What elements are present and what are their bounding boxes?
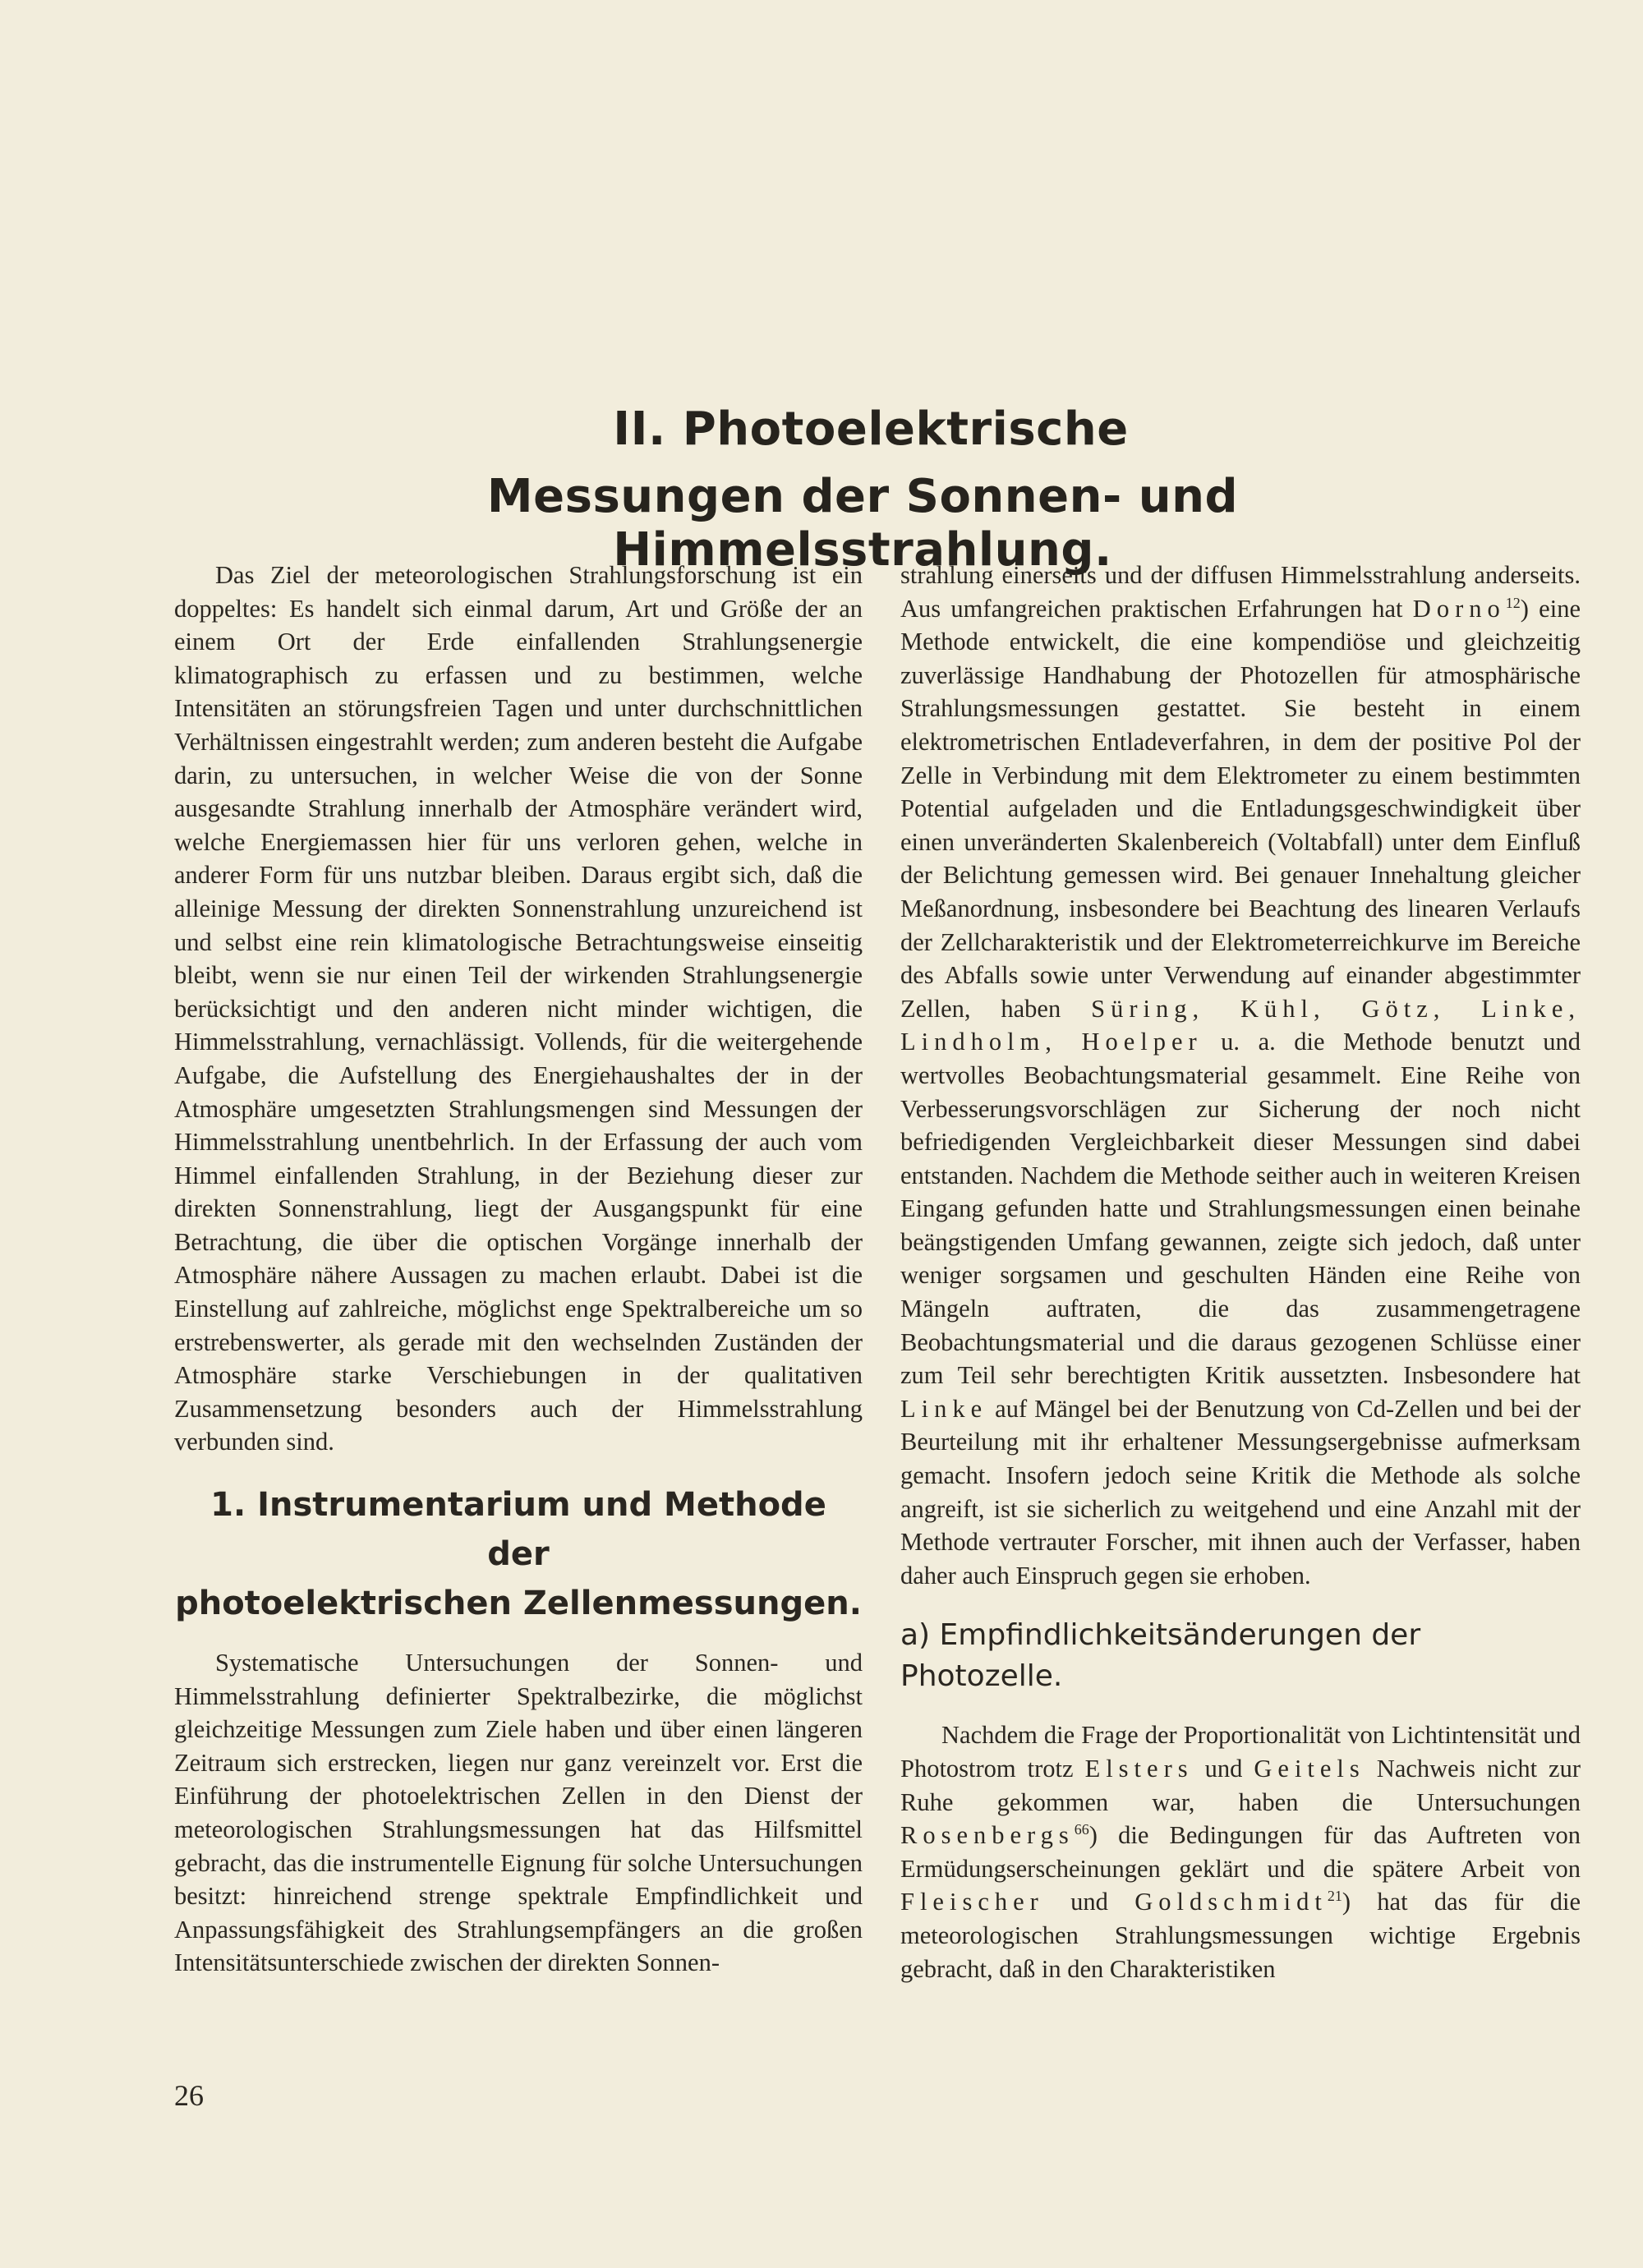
text-run: u. a. die Methode benutzt und wertvolles Beobachtungsmaterial gesammelt. Eine Reihe von Verbesserungsvorschlägen zur Sicherung der noch nicht befriedigenden Vergleichbarkeit dieser Messungen sind dabei entstanden. Nachdem die Methode seither auch in weiteren Kreisen Eingang gefunden hatte und Strahlungsmessungen einen beinahe beängstigenden Umfang gewannen, zeigte sich jedoch, daß unter weniger sorgsamen und geschulten Händen eine Reihe von Mängeln auftraten, die das zusammengetragene Beobachtungsmaterial und die daraus gezogenen Schlüsse einer zum Teil sehr berechtigten Kritik aussetzten. Insbesondere hat	[900, 1028, 1581, 1390]
footnote-ref-12: 12	[1505, 594, 1521, 611]
author-name-rosenbergs: Rosenbergs	[900, 1821, 1075, 1850]
left-column	[174, 559, 863, 1980]
footnote-ref-21: 21	[1327, 1888, 1342, 1905]
section-1-heading	[174, 1480, 863, 1628]
text-run: ) eine Methode entwickelt, die eine kompendiöse und gleichzeitig zuverlässige Handhabung der Photozellen für atmosphärische Strahlungsmessungen gestattet. Sie besteht in einem elektrometrischen Entladeverfahren, in dem der positive Pol der Zelle in Verbindung mit dem Elektrometer zu einem bestimmten Potential aufgeladen und die Entladungsgeschwindigkeit über einen unveränderten Skalenbereich (Voltabfall) unter dem Einfluß der Belichtung gemessen wird. Bei genauer Innehaltung gleicher Meßanordnung, insbesondere bei Beachtung des linearen Verlaufs der Zellcharakteristik und der Elektrometerreichkurve im Bereiche des Abfalls sowie unter Verwendung auf einander abgestimmter Zellen, haben	[900, 594, 1581, 1023]
right-paragraph-2	[900, 1718, 1581, 1985]
right-column	[900, 559, 1581, 1985]
intro-paragraph: Das Ziel der meteorologischen Strahlungsforschung ist ein doppeltes: Es handelt sich einmal darum, Art und Größe der an einem Ort der Erde einfallenden Strahlungsenergie klimatographisch zu erfassen und zu bestimmen, welche Intensitäten an störungsfreien Tagen und unter durchschnittlichen Verhältnissen eingestrahlt werden; zum anderen besteht die Aufgabe darin, zu untersuchen, in welcher Weise die von der Sonne ausgesandte Strahlung innerhalb der Atmosphäre verändert wird, welche Energiemassen hier für uns verloren gehen, welche in anderer Form für uns nutzbar bleiben. Daraus ergibt sich, daß die alleinige Messung der direkten Sonnenstrahlung unzureichend ist und selbst eine rein klimatologische Betrachtungsweise einseitig bleibt, wenn sie nur einen Teil der wirkenden Strahlungsenergie berücksichtigt und den anderen nicht minder wichtigen, die Himmelsstrahlung, vernachlässigt. Vollends, für die weitergehende Aufgabe, die Aufstellung des Energiehaushaltes der in der Atmosphäre umgesetzten Strahlungsmengen sind Messungen der Himmelsstrahlung unentbehrlich. In der Erfassung der auch vom Himmel einfallenden Strahlung, in der Beziehung dieser zur direkten Sonnenstrahlung, liegt der Ausgangspunkt für eine Betrachtung, die über die optischen Vorgänge innerhalb der Atmosphäre nähere Aussagen zu machen erlaubt. Dabei ist die Einstellung auf zahlreiche, möglichst enge Spektralbereiche um so erstrebenswerter, als gerade mit den wechselnden Zuständen der Atmosphäre starke Verschiebungen in der qualitativen Zusammensetzung besonders auch der Himmelsstrahlung verbunden sind.	[174, 561, 863, 1456]
text-run: auf Mängel bei der Benutzung von Cd-Zellen und bei der Beurteilung mit ihr erhaltener Messungsergebnisse aufmerksam gemacht. Insofern jedoch seine Kritik die Methode als solche angreift, ist sie sicherlich zu weitgehend und eine Anzahl mit der Methode vertrauter Forscher, mit ihnen auch der Verfasser, haben daher auch Einspruch gegen sie erhoben.	[900, 1394, 1581, 1589]
author-name-dorno: Dorno	[1412, 594, 1506, 623]
author-names-list: Süring, Kühl, Götz, Linke, Lindholm, Hoelper	[900, 994, 1581, 1056]
author-name-elsters: Elsters	[1084, 1755, 1194, 1783]
section-1-heading-line2: photoelektrischen Zellenmessungen.	[175, 1585, 862, 1623]
text-run: Nachweis nicht zur Ruhe gekommen war, haben die Untersuchungen	[900, 1755, 1581, 1816]
author-name-fleischer: Fleischer	[900, 1888, 1044, 1916]
author-name-goldschmidt: Goldschmidt	[1134, 1888, 1328, 1916]
chapter-title-line2: Messungen der Sonnen- und Himmelsstrahlung.	[486, 470, 1239, 577]
page-number: 26	[174, 2079, 204, 2112]
text-run: Nachdem die Frage der Proportionalität von Lichtintensität und Photostrom trotz	[900, 1721, 1581, 1783]
footnote-ref-66: 66	[1074, 1821, 1089, 1838]
section-1-paragraph: Systematische Untersuchungen der Sonnen- und Himmelsstrahlung definierter Spektralbezirke, die möglichst gleichzeitige Messungen zum Ziele haben und über einen längeren Zeitraum sich erstrecken, liegen nur ganz vereinzelt vor. Erst die Einführung der photoelektrischen Zellen in den Dienst der meteorologischen Strahlungsmessungen hat das Hilfsmittel gebracht, das die instrumentelle Eignung für solche Untersuchungen besitzt: hinreichend strenge spektrale Empfindlichkeit und Anpassungsfähigkeit des Strahlungsempfängers an die großen Intensitätsunterschiede zwischen der direkten Sonnen-	[174, 1649, 863, 1977]
text-run: ) hat das für die meteorologischen Strahlungsmessungen wichtige Ergebnis gebracht, daß in den Charakteristiken	[900, 1888, 1581, 1983]
section-1-heading-line1: 1. Instrumentarium und Methode der	[210, 1486, 826, 1574]
author-name-linke: Linke	[900, 1394, 988, 1423]
subsection-a-heading: a) Empfindlichkeitsänderungen der Photozelle.	[900, 1618, 1421, 1694]
text-run: und	[1043, 1888, 1135, 1916]
text-run: strahlung einerseits und der diffusen Himmelsstrahlung anderseits. Aus umfangreichen praktischen Erfahrungen hat	[900, 561, 1581, 623]
text-run: und	[1193, 1755, 1254, 1783]
right-paragraph-1	[900, 559, 1581, 1592]
text-run: ) die Bedingungen für das Auftreten von Ermüdungserscheinungen geklärt und die spätere Arbeit von	[900, 1821, 1581, 1883]
chapter-title-line1: II. Photoelektrische	[613, 403, 1129, 456]
author-name-geitels: Geitels	[1254, 1755, 1365, 1783]
